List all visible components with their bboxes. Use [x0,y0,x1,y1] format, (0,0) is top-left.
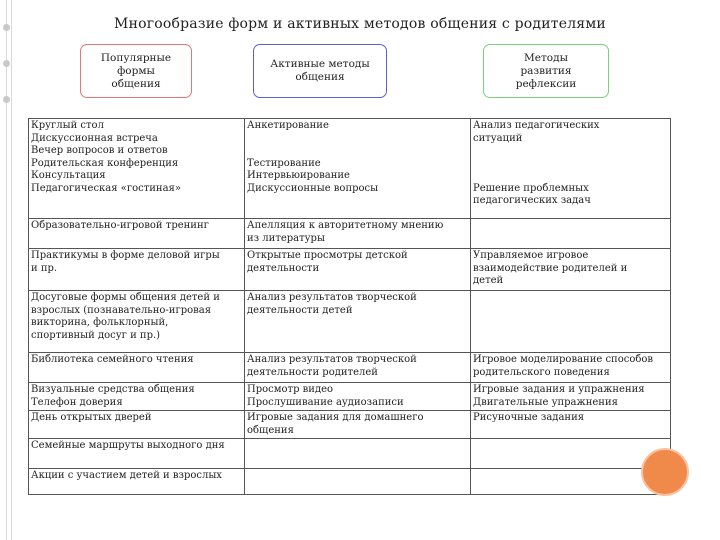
methods-table [28,118,671,495]
cell-text-line [473,158,668,171]
popular-forms-cell [29,219,245,249]
popular-forms-cell [29,411,245,439]
cell-text-line: Круглый стол [31,120,104,131]
table-row [29,469,671,495]
header-active-methods: Активные методы общения [253,44,387,98]
cell-text-line: Решение проблемных [473,182,589,194]
active-methods-cell [245,353,471,383]
reflection-methods-cell [471,219,671,249]
margin-line-right [11,0,12,540]
active-methods-cell [245,119,471,219]
cell-text-line: общения [247,424,294,436]
table-row [29,249,671,291]
active-methods-cell [245,383,471,411]
cell-text-line: Анализ результатов творческой [247,292,417,303]
table-row [29,383,671,411]
cell-text-line: Телефон доверия [31,396,123,408]
active-methods-cell [245,439,471,469]
reflection-methods-cell [471,353,671,383]
active-methods-cell [245,219,471,249]
cell-text-line: спортивный досуг и пр.) [31,329,161,341]
cell-text-line: Дискуссионная встреча [31,132,158,144]
cell-text-line: детей [473,275,504,286]
active-methods-cell [245,291,471,353]
cell-text-line: День открытых дверей [31,412,152,423]
margin-dot [3,96,10,103]
cell-text-line: Досуговые формы общения детей и [31,292,220,303]
reflection-methods-cell [471,439,671,469]
popular-forms-cell [29,119,245,219]
cell-text-line: Консультация [31,170,106,181]
reflection-methods-cell [471,291,671,353]
cell-text-line: из литературы [247,232,325,244]
cell-text-line: Педагогическая «гостиная» [31,182,181,194]
active-methods-cell [245,249,471,291]
popular-forms-cell [29,249,245,291]
cell-text-line: Образовательно-игровой тренинг [31,220,209,231]
popular-forms-cell [29,353,245,383]
cell-text-line: Рисуночные задания [473,412,585,423]
table-row [29,353,671,383]
cell-text-line: Игровые задания для домашнего [247,412,424,423]
cell-text-line: педагогических задач [473,195,591,206]
cell-text-line: Интервьюирование [247,170,350,181]
cell-text-line: Анализ педагогических [473,120,600,131]
table-row [29,219,671,249]
cell-text-line: родительского поведения [473,366,610,378]
cell-text-line: Родительская конференция [31,157,179,169]
cell-text-line: и пр. [31,262,58,274]
cell-text-line [473,170,668,183]
table-row [29,119,671,219]
cell-text-line: викторина, фольклорный, [31,317,169,328]
header-popular-forms: Популярные формы общения [80,44,192,98]
active-methods-cell [245,411,471,439]
table-row [29,291,671,353]
margin-line-left [6,0,7,540]
cell-text-line [247,145,468,158]
accent-circle[interactable] [641,448,689,496]
header-reflection-methods: Методы развития рефлексии [483,44,609,98]
cell-text-line: деятельности детей [247,304,353,316]
cell-text-line: Игровые задания и упражнения [473,384,645,395]
reflection-methods-cell [471,383,671,411]
cell-text-line: ситуаций [473,132,523,144]
cell-text-line: Прослушивание аудиозаписи [247,396,404,408]
reflection-methods-cell [471,411,671,439]
cell-text-line: Открытые просмотры детской [247,250,408,261]
margin-dot [3,60,10,67]
cell-text-line: Апелляция к авторитетному мнению [247,220,444,231]
reflection-methods-cell [471,119,671,219]
popular-forms-cell [29,383,245,411]
page-title: Многообразие форм и активных методов общения с родителями [114,16,606,32]
cell-text-line: Визуальные средства общения [31,384,195,395]
reflection-methods-cell [471,249,671,291]
popular-forms-cell [29,291,245,353]
cell-text-line: Вечер вопросов и ответов [31,145,168,156]
cell-text-line: деятельности [247,262,320,274]
cell-text-line: Тестирование [247,157,321,169]
cell-text-line: Управляемое игровое [473,250,589,261]
cell-text-line: Просмотр видео [247,384,334,395]
cell-text-line: Библиотека семейного чтения [31,354,194,365]
cell-text-line: Анкетирование [247,120,329,131]
table-row [29,411,671,439]
cell-text-line: Двигательные упражнения [473,396,618,408]
cell-text-line: Семейные маршруты выходного дня [31,440,225,451]
cell-text-line: взаимодействие родителей и [473,262,628,274]
cell-text-line: Анализ результатов творческой [247,354,417,365]
cell-text-line: деятельности родителей [247,366,378,378]
active-methods-cell [245,469,471,495]
cell-text-line [473,145,668,158]
popular-forms-cell [29,469,245,495]
cell-text-line: Практикумы в форме деловой игры [31,250,220,261]
popular-forms-cell [29,439,245,469]
cell-text-line: Акции с участием детей и взрослых [31,470,222,481]
table-row [29,439,671,469]
cell-text-line: Игровое моделирование способов [473,354,654,365]
cell-text-line [247,133,468,146]
cell-text-line: взрослых (познавательно-игровая [31,304,212,316]
cell-text-line: Дискуссионные вопросы [247,182,379,194]
